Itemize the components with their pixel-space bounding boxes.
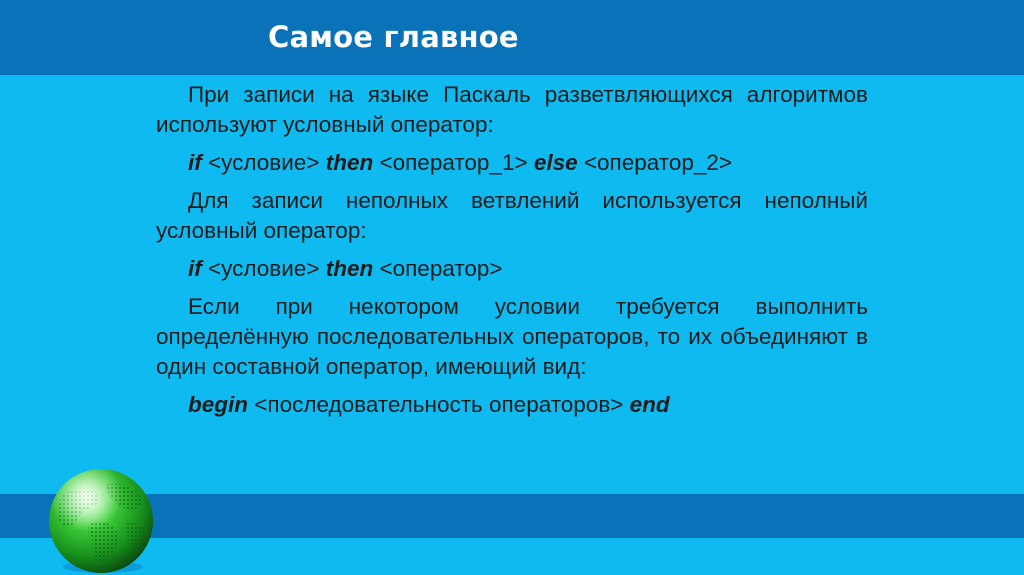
title-bar: [0, 0, 1024, 75]
paragraph-compound-operator: Если при некотором условии требуется выполнить определённую последовательных операторов, то их объединяют в один составной оператор, имеющий вид:: [156, 294, 868, 379]
code-operator: <оператор>: [373, 256, 503, 281]
paragraph-partial-branch: Для записи неполных ветвлений используется неполный условный оператор:: [156, 188, 868, 243]
keyword-if: if: [188, 150, 202, 175]
keyword-end: end: [629, 392, 670, 417]
code-condition: <условие>: [201, 256, 326, 281]
slide-title: Самое главное: [268, 20, 519, 54]
globe-icon: [47, 467, 155, 575]
keyword-begin: begin: [188, 392, 248, 417]
code-begin-end: [156, 390, 868, 420]
slide-content: [156, 80, 868, 428]
code-operator-1: <оператор_1>: [373, 150, 534, 175]
keyword-else: else: [533, 150, 578, 175]
code-operator-2: <оператор_2>: [577, 150, 733, 175]
keyword-then: then: [325, 256, 374, 281]
code-sequence: <последовательность операторов>: [248, 392, 630, 417]
paragraph-conditional-operator: При записи на языке Паскаль разветвляющихся алгоритмов используют условный оператор:: [156, 82, 868, 137]
code-condition: <условие>: [201, 150, 326, 175]
code-full-if: [156, 148, 868, 178]
keyword-then: then: [325, 150, 374, 175]
code-partial-if: [156, 254, 868, 284]
keyword-if: if: [188, 256, 202, 281]
